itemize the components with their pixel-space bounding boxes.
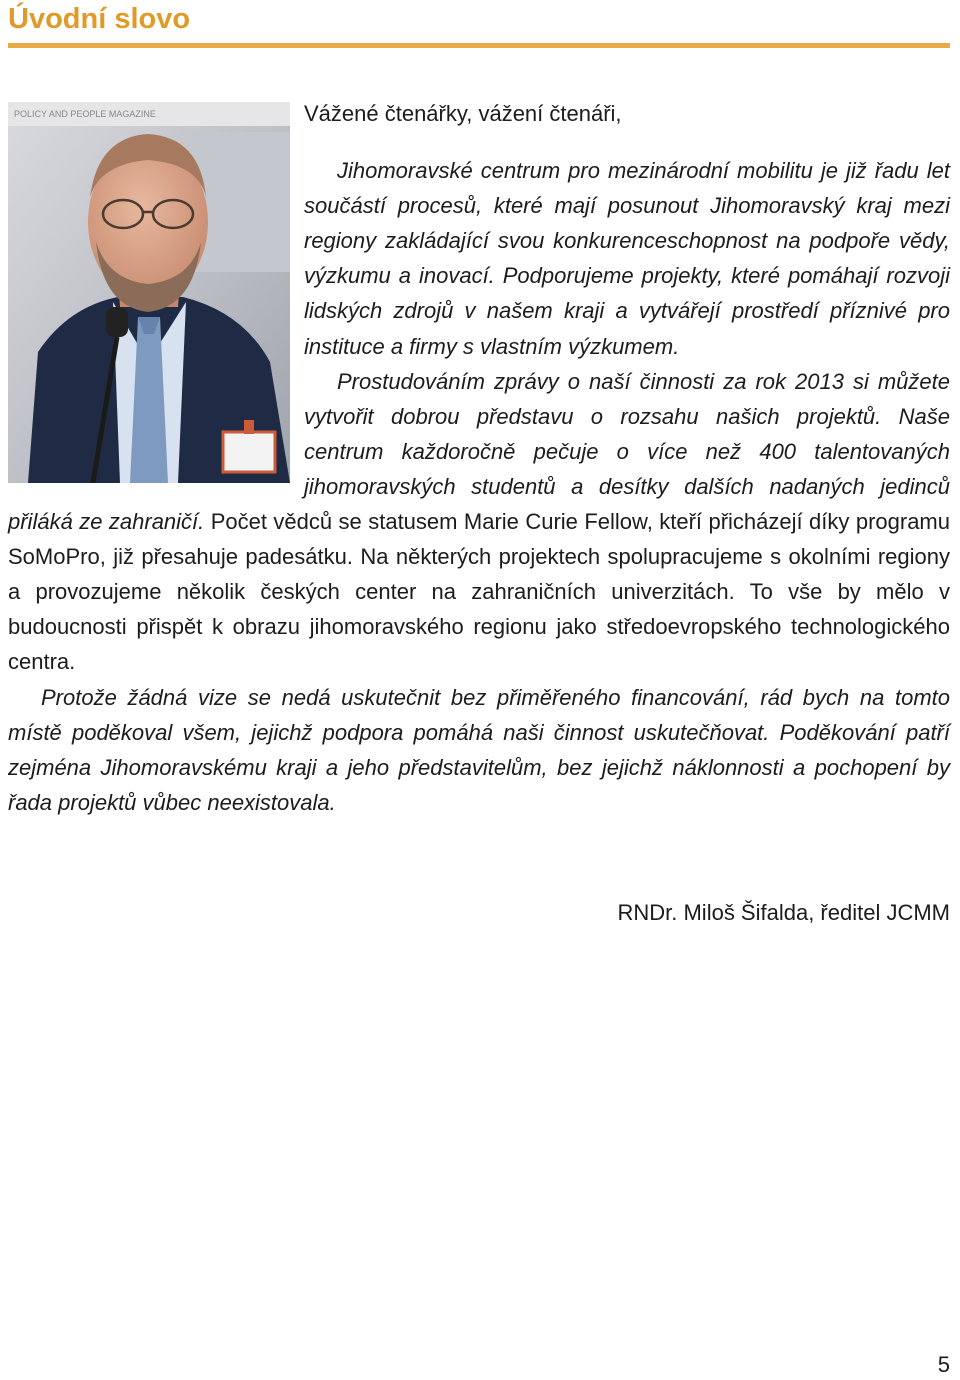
paragraph-3: Protože žádná vize se nedá uskutečnit bez přiměřeného financování, rád bych na tomto místě poděkoval všem, jejichž podpora pomáhá naši činnost uskutečňovat. Poděkování patří zejména Jihomoravskému kraji a jeho představitelům, bez jejichž náklonnosti a pochopení by řada projektů vůbec neexistovala.	[8, 684, 950, 815]
paragraph-2-sentence-1: Prostudováním zprávy o naší činnosti za rok 2013 si můžete vytvořit dobrou představu o rozsahu našich projektů.	[304, 368, 950, 429]
paragraph-2-sentence-2: Naše centrum každoročně pečuje o více než 400 talentovaných jihomoravských studentů a desítky dalších nadaných jedinců přiláká ze zahraničí.	[8, 403, 950, 535]
greeting: Vážené čtenářky, vážení čtenáři,	[304, 101, 622, 126]
page-title: Úvodní slovo	[8, 3, 191, 35]
signature: RNDr. Miloš Šifalda, ředitel JCMM	[617, 900, 950, 925]
letter-body	[8, 96, 950, 820]
paragraph-1: Jihomoravské centrum pro mezinárodní mobilitu je již řadu let součástí procesů, které mají posunout Jihomoravský kraj mezi regiony zakládající svou konkurenceschopnost na podpoře vědy, výzkumu a inovací. Podporujeme projekty, které pomáhají rozvoji lidských zdrojů v našem kraji a vytvářejí prostředí příznivé pro instituce a firmy s vlastním výzkumem.	[304, 158, 950, 359]
title-underline	[8, 43, 950, 48]
paragraph-2-sentence-4: Na některých projektech spolupracujeme s okolními regiony a provozujeme několik českých center na zahraničních univerzitách. To vše by mělo v budoucnosti přispět k obrazu jihomoravského regionu jako středoevropského technologického centra.	[8, 544, 950, 675]
magazine-banner-text: POLICY AND PEOPLE MAGAZINE	[14, 109, 156, 119]
paragraph-2-sentence-3: Počet vědců se statusem Marie Curie Fellow, kteří přicházejí díky programu SoMoPro, již přesahuje padesátku.	[8, 509, 950, 570]
page-number: 5	[937, 1352, 950, 1377]
